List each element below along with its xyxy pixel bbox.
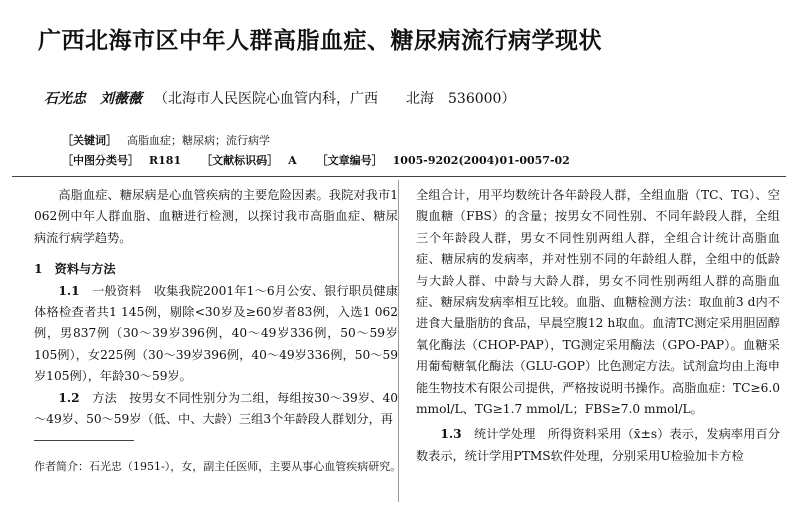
keywords-line <box>62 132 270 148</box>
footnote-divider <box>34 440 134 441</box>
left-column <box>34 185 398 430</box>
clc-label: ［中图分类号］ <box>62 154 139 167</box>
subsection-1-1-label: 一般资料 <box>92 283 142 298</box>
subsection-1-2-label: 方法 <box>92 390 117 405</box>
subsection-1-3-text: 所得资料采用（x̄±s）表示，发病率用百分数表示，统计学用PTMS软件处理，分别采用U检验加卡方检 <box>416 427 781 463</box>
subsection-1-3-number: 1.3 <box>440 427 462 442</box>
clc-value: R181 <box>149 154 182 167</box>
section-heading-1: 1 资料与方法 <box>34 262 116 277</box>
article-title: 广西北海市区中年人群高脂血症、糖尿病流行病学现状 <box>38 27 602 54</box>
article-number-value: 1005-9202(2004)01-0057-02 <box>392 154 570 167</box>
intro-paragraph: 高脂血症、糖尿病是心血管疾病的主要危险因素。我院对我市1 062例中年人群血脂、血糖进行检测，以探讨我市高脂血症、糖尿病流行病学趋势。 <box>34 188 398 245</box>
subsection-1-1 <box>34 281 398 388</box>
subsection-1-2-number: 1.2 <box>58 390 80 405</box>
author-names: 石光忠 刘薇薇 <box>44 91 142 107</box>
classification-line <box>62 152 570 168</box>
subsection-1-3-label: 统计学处理 <box>474 427 536 442</box>
methods-continued-paragraph: 全组合计，用平均数统计各年龄段人群，全组血脂（TC、TG）、空腹血糖（FBS）的含量；按男女不同性别、不同年龄段人群，全组三个年龄段人群，男女不同性别两组人群，全组合计统计高脂血症、糖尿病的发病率，并对性别不同的年龄组人群，全组中的低龄与大龄人群、中龄与大龄人群，男女不同性别两组人群的高脂血症、糖尿病发病率相互比较。血脂、血糖检测方法：取血前3 d内不进食大量脂肪的食品，早晨空腹12 h取血。血清TC测定采用胆固醇氧化酶法（CHOP-PAP），TG测定采用酶法（GPO-PAP）。血糖采用葡萄糖氧化酶法（GLU-GOP）比色测定方法。试剂盒均由上海申能生物技术有限公司提供，严格按说明书操作。高脂血症：TC≥6.0 mmol/L、TG≥1.7 mmol/L；FBS≥7.0 mmol/L。 <box>416 188 780 417</box>
subsection-1-2-text: 按男女不同性别分为二组，每组按30～39岁、40～49岁、50～59岁（低、中、大龄）三组3个年龄段人群划分，再 <box>34 390 399 427</box>
keywords-value: 高脂血症；糖尿病；流行病学 <box>127 134 270 147</box>
subsection-1-3 <box>416 424 780 467</box>
subsection-1-1-number: 1.1 <box>58 283 80 298</box>
author-bio-footnote: 作者简介：石光忠（1951-），女，副主任医师，主要从事心血管疾病研究。 <box>34 460 402 473</box>
keywords-label: ［关键词］ <box>62 134 117 147</box>
right-column <box>416 185 780 467</box>
author-line <box>44 88 515 108</box>
subsection-1-2 <box>34 388 398 431</box>
doc-code-label: ［文献标识码］ <box>201 154 279 167</box>
column-divider <box>398 180 399 502</box>
subsection-1-1-text: 收集我院2001年1～6月公安、银行职员健康体格检查者共1 145例，剔除<30岁及≥60岁者83例，入选1 062例，男837例（30～39岁396例，40～49岁336例，50～59岁105例），女225例（30～39岁396例，40～49岁336例，50～59岁105例），年龄30～59岁。 <box>34 283 399 384</box>
header-divider <box>12 176 786 177</box>
doc-code-value: A <box>288 154 297 167</box>
article-number-label: ［文章编号］ <box>316 154 383 167</box>
author-affiliation: （北海市人民医院心血管内科，广西 北海 536000） <box>154 91 516 107</box>
